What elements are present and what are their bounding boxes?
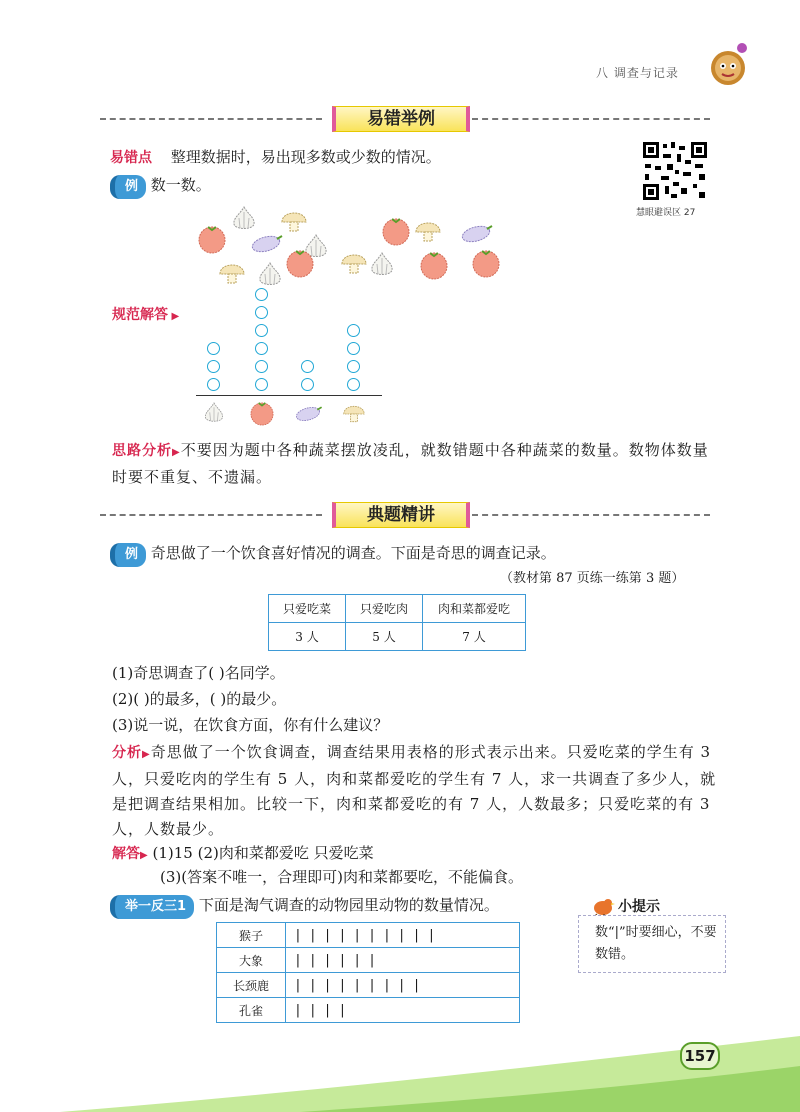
table-cell: 3 人 [269, 623, 346, 651]
analysis-text: 奇思做了一个饮食调查，调查结果用表格的形式表示出来。只爱吃菜的学生有 3 人，只爱吃肉的学生有 5 人，肉和菜都爱吃的学生有 7 人，求一共调查了多少人，就是把调查结果相加。比较一下，肉和菜都爱吃的有 7 人，人数最多；只爱吃菜的有 3 人，人数最少。 [112, 743, 717, 838]
mascot-icon [706, 40, 750, 88]
solution-line-2: (3)(答案不唯一，合理即可)肉和菜都要吃，不能偏食。 [160, 868, 523, 886]
tally-row: 大象 |||||| [217, 948, 520, 973]
tally-marks: |||||| [286, 948, 520, 973]
solution-label: 解答 [112, 846, 140, 862]
pictograph-axis-icons [196, 398, 382, 428]
section-header-typical [100, 502, 710, 526]
pictograph-circle-garlic [207, 378, 220, 391]
tip-text: 数“|”时要细心，不要数错。 [595, 925, 717, 962]
pictograph-baseline [196, 395, 382, 396]
survey-table [268, 594, 526, 651]
table-header: 只爱吃菜 [269, 595, 346, 623]
pictograph-circle-tomato [255, 342, 268, 355]
tally-marks: |||| [286, 998, 520, 1023]
pictograph-circle-mushroom [347, 360, 360, 373]
chapter-title: 八 调查与记录 [596, 66, 679, 80]
tally-row: 长颈鹿 ||||||||| [217, 973, 520, 998]
pictograph-circle-mushroom [347, 324, 360, 337]
tip-box [578, 915, 726, 973]
question-3: (3)说一说，在饮食方面，你有什么建议？ [112, 716, 389, 734]
pictograph-circle-tomato [255, 360, 268, 373]
table-header: 肉和菜都爱吃 [423, 595, 526, 623]
example2-text: 奇思做了一个饮食喜好情况的调查。下面是奇思的调查记录。 [150, 544, 556, 562]
table-cell: 5 人 [346, 623, 423, 651]
tip-title: 小提示 [618, 899, 660, 915]
pitfall-text: 整理数据时，易出现多数或少数的情况。 [170, 148, 441, 166]
tally-table [216, 922, 520, 1023]
practice-text: 下面是淘气调查的动物园里动物的数量情况。 [198, 896, 499, 914]
question-2: (2)( )的最多，( )的最少。 [112, 690, 287, 708]
page-number: 157 [680, 1042, 720, 1070]
textbook-source: （教材第 87 页练一练第 3 题） [500, 571, 685, 586]
question-1: (1)奇思调查了( )名同学。 [112, 664, 285, 682]
pictograph-circle-garlic [207, 360, 220, 373]
pictograph-chart [196, 290, 382, 428]
qr-code-icon [641, 140, 709, 202]
pictograph-circle-tomato [255, 378, 268, 391]
pictograph-circle-mushroom [347, 378, 360, 391]
answer-label: 规范解答 ▶ [112, 307, 180, 323]
pictograph-circle-garlic [207, 342, 220, 355]
section-header-pitfall [100, 106, 710, 130]
tally-marks: |||||||||| [286, 923, 520, 948]
pictograph-circle-mushroom [347, 342, 360, 355]
table-cell: 7 人 [423, 623, 526, 651]
analysis: 分析▶奇思做了一个饮食调查，调查结果用表格的形式表示出来。只爱吃菜的学生有 3 人，只爱吃肉的学生有 5 人，肉和菜都爱吃的学生有 7 人，求一共调查了多少人，就是把调查结果相加。比较一下，肉和菜都爱吃的有 7 人，人数最多；只爱吃菜的有 3 人，人数最少。 [112, 743, 717, 838]
thinking-analysis: 思路分析▶不要因为题中各种蔬菜摆放凌乱，就数错题中各种蔬菜的数量。数物体数量时要不重复、不遗漏。 [112, 441, 709, 486]
tally-row: 孔雀 |||| [217, 998, 520, 1023]
pictograph-circle-tomato [255, 306, 268, 319]
pitfall-label: 易错点 [110, 150, 152, 166]
thinking-analysis-text: 不要因为题中各种蔬菜摆放凌乱，就数错题中各种蔬菜的数量。数物体数量时要不重复、不遗漏。 [112, 441, 709, 486]
pictograph-circle-eggplant [301, 360, 314, 373]
section-title-typical: 典题精讲 [332, 502, 470, 528]
bottom-wave-decoration [0, 1026, 800, 1112]
pictograph-circle-tomato [255, 288, 268, 301]
pictograph-circle-tomato [255, 324, 268, 337]
qr-caption: 慧眼避误区 27 [636, 208, 696, 218]
table-header: 只爱吃肉 [346, 595, 423, 623]
tally-row: 猴子 |||||||||| [217, 923, 520, 948]
solution-line-1: (1)15 (2)肉和菜都爱吃 只爱吃菜 [152, 844, 374, 862]
vegetables-picture [196, 204, 514, 290]
section-title-pitfall: 易错举例 [332, 106, 470, 132]
pictograph-circle-eggplant [301, 378, 314, 391]
example-label: 例 [110, 175, 146, 199]
example-text: 数一数。 [150, 176, 211, 194]
tally-marks: ||||||||| [286, 973, 520, 998]
practice-label: 举一反三1 [110, 895, 194, 919]
example2-label: 例 [110, 543, 146, 567]
